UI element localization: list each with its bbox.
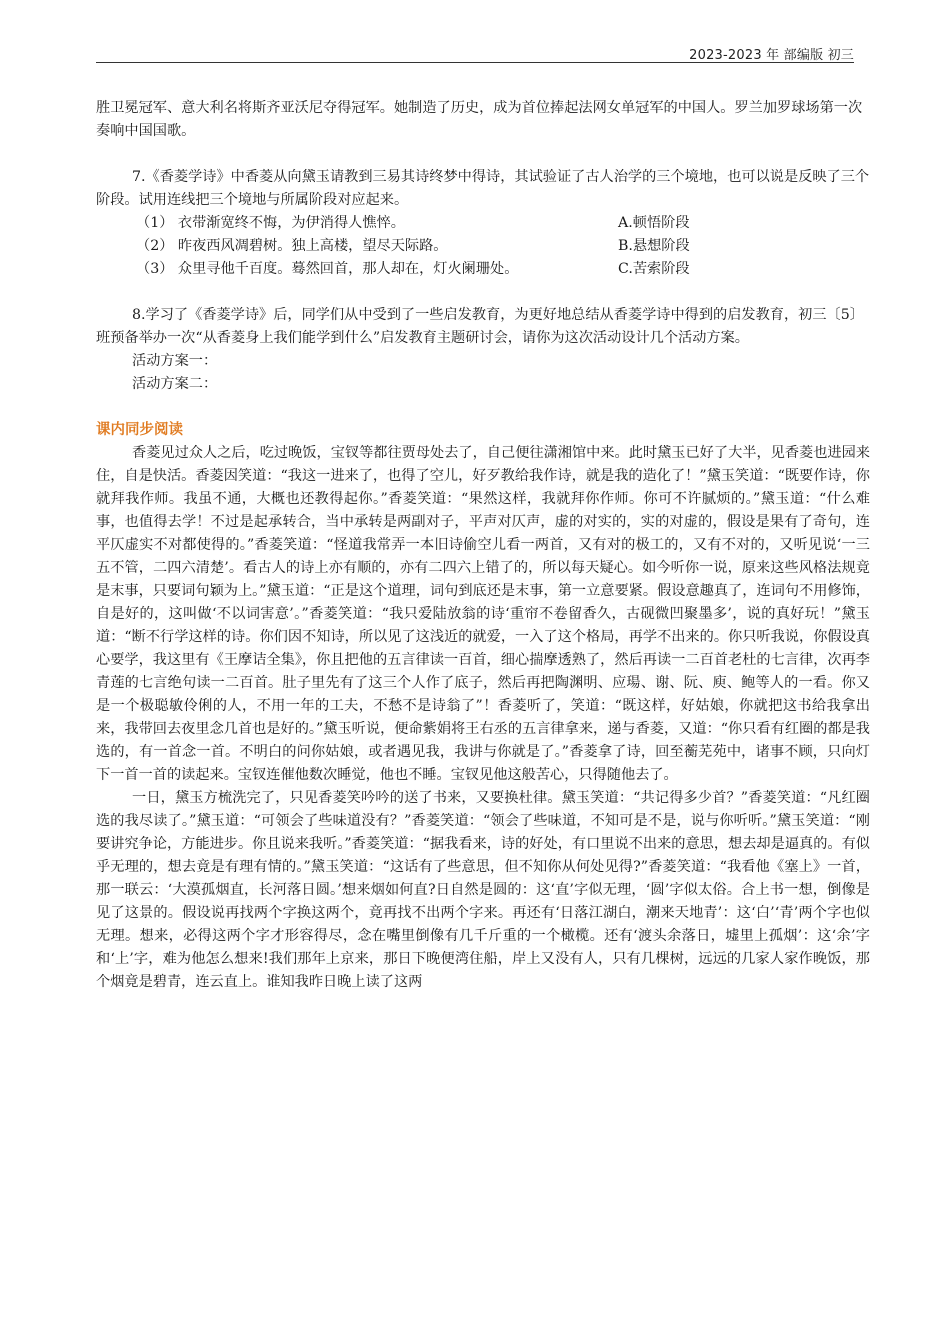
spacer — [96, 281, 870, 304]
spacer — [96, 396, 870, 419]
question-7 — [96, 166, 870, 281]
reading-paragraph-1: 香菱见过众人之后，吃过晚饭，宝钗等都往贾母处去了，自己便往潇湘馆中来。此时黛玉已好了大半，见香菱也进园来住，自是快活。香菱因笑道：“我这一进来了，也得了空儿，好歹教给我作诗，就是我的造化了！”黛玉笑道：“既要作诗，你就拜我作师。我虽不通，大概也还教得起你。”香菱笑道：“果然这样，我就拜你作师。你可不许腻烦的。”黛玉道：“什么难事，也值得去学！不过是起承转合，当中承转是两副对子，平声对仄声，虚的对实的，实的对虚的，假设是果有了奇句，连平仄虚实不对都使得的。”香菱笑道：“怪道我常弄一本旧诗偷空儿看一两首，又有对的极工的，又有不对的，又听见说‘一三五不管，二四六清楚’。看古人的诗上亦有顺的，亦有二四六上错了的，所以每天疑心。如今听你一说，原来这些风格法规竟是末事，只要词句颖为上。”黛玉道：“正是这个道理，词句到底还是末事，第一立意要紧。假设意趣真了，连词句不用修饰，自是好的，这叫做‘不以词害意’。”香菱笑道：“我只爱陆放翁的诗‘重帘不卷留香久，古砚微凹聚墨多’，说的真好玩！”黛玉道：“断不行学这样的诗。你们因不知诗，所以见了这浅近的就爱，一入了这个格局，再学不出来的。你只听我说，你假设真心要学，我这里有《王摩诘全集》，你且把他的五言律读一百首，细心揣摩透熟了，然后再读一二百首老杜的七言律，次再李青莲的七言绝句读一二百首。肚子里先有了这三个人作了底子，然后再把陶渊明、应瑒、谢、阮、庾、鲍等人的一看。你又是一个极聪敏伶俐的人，不用一年的工夫，不愁不是诗翁了”！香菱听了，笑道：“既这样，好姑娘，你就把这书给我拿出来，我带回去夜里念几首也是好的。”黛玉听说，便命紫娟将王右丞的五言律拿来，递与香菱，又道：“你只看有红圈的都是我选的，有一首念一首。不明白的问你姑娘，或者遇见我，我讲与你就是了。”香菱拿了诗，回至蘅芜苑中，诸事不顾，只向灯下一首一首的读起来。宝钗连催他数次睡觉，他也不睡。宝钗见他这般苦心，只得随他去了。 — [96, 445, 870, 783]
question-8-stem: 8.学习了《香菱学诗》后，同学们从中受到了一些启发教育，为更好地总结从香菱学诗中得到的启发教育，初三〔5〕班预备举办一次“从香菱身上我们能学到什么”启发教育主题研讨会，请你为这次活动设计几个活动方案。 — [96, 307, 864, 346]
page-header: 2023-2023 年 部编版 初三 — [689, 48, 854, 63]
question-7-item — [96, 258, 870, 281]
question-7-item — [96, 235, 870, 258]
header-rule — [96, 62, 854, 63]
realm-text: （3） 众里寻他千百度。蓦然回首，那人却在，灯火阑珊处。 — [136, 261, 519, 277]
activity-plan-1: 活动方案一： — [132, 353, 218, 369]
activity-plan-2: 活动方案二： — [132, 376, 218, 392]
intro-paragraph: 胜卫冕冠军、意大利名将斯齐亚沃尼夺得冠军。她制造了历史，成为首位捧起法网女单冠军的中国人。罗兰加罗球场第一次奏响中国国歌。 — [96, 100, 863, 139]
reading-paragraph-2: 一日，黛玉方梳洗完了，只见香菱笑吟吟的送了书来，又要换杜律。黛玉笑道：“共记得多少首？”香菱笑道：“凡红圈选的我尽读了。”黛玉道：“可领会了些味道没有？”香菱笑道：“领会了些味道，不知可是不是，说与你听听。”黛玉笑道：“刚要讲究争论，方能进步。你且说来我听。”香菱笑道：“据我看来，诗的好处，有口里说不出来的意思，想去却是逼真的。有似乎无理的，想去竟是有理有情的。”黛玉笑道：“这话有了些意思，但不知你从何处见得?”香菱笑道：“我看他《塞上》一首，那一联云：‘大漠孤烟直，长河落日圆。’想来烟如何直?日自然是圆的：这‘直’字似无理，‘圆’字似太俗。合上书一想，倒像是见了这景的。假设说再找两个字换这两个，竟再找不出两个字来。再还有‘日落江湖白，潮来天地青’：这‘白’‘青’两个字也似无理。想来，必得这两个字才形容得尽，念在嘴里倒像有几千斤重的一个橄榄。还有‘渡头余落日，墟里上孤烟’：这‘余’字和‘上’字，难为他怎么想来!我们那年上京来，那日下晚便湾住船，岸上又没有人，只有几棵树，远远的几家人家作晚饭，那个烟竟是碧青，连云直上。谁知我昨日晚上读了这两 — [96, 790, 870, 990]
question-7-item — [96, 212, 870, 235]
realm-text: （1） 衣带渐宽终不悔，为伊消得人憔悴。 — [136, 215, 405, 231]
question-7-stem: 7.《香菱学诗》中香菱从向黛玉请教到三易其诗终梦中得诗，其试验证了古人治学的三个境地，也可以说是反映了三个阶段。试用连线把三个境地与所属阶段对应起来。 — [96, 169, 870, 208]
question-8 — [96, 304, 870, 396]
stage-option: A.顿悟阶段 — [618, 215, 690, 231]
stage-option: C.苦索阶段 — [618, 261, 690, 277]
page-content — [96, 97, 870, 994]
realm-text: （2） 昨夜西风凋碧树。独上高楼，望尽天际路。 — [136, 238, 448, 254]
spacer — [96, 143, 870, 166]
stage-option: B.悬想阶段 — [618, 238, 690, 254]
section-title: 课内同步阅读 — [96, 422, 183, 438]
reading-section — [96, 419, 870, 994]
